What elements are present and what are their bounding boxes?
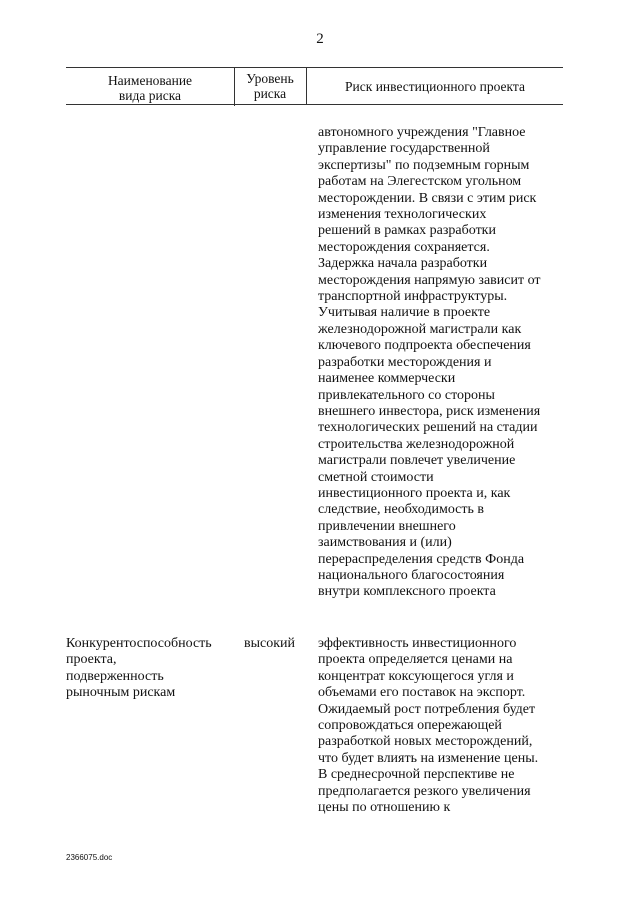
risk-level-value: высокий <box>244 636 296 651</box>
document-filename: 2366075.doc <box>66 853 113 862</box>
table-header <box>66 67 563 105</box>
continued-risk-description: автономного учреждения "Главное управление государственной экспертизы" по подземным горным работам на Элегестском угольном месторождении. В связи с этим риск изменения технологических решений в рамках разработки месторождения сохраняется. Задержка начала разработки месторождения напрямую зависит от транспортной инфраструктуры. Учитывая наличие в проекте железнодорожной магистрали как ключевого подпроекта обеспечения разработки месторождения и наименее коммерчески привлекательного со стороны внешнего инвестора, риск изменения технологических решений на стадии строительства железнодорожной магистрали повлечет увеличение сметной стоимости инвестиционного проекта и, как следствие, необходимость в привлечении внешнего заимствования и (или) перераспределения средств Фонда национального благосостояния внутри комплексного проекта <box>318 125 541 600</box>
header-project-risk <box>307 68 563 104</box>
header-risk-level-line-2: риска <box>253 86 287 101</box>
risk-description: эффективность инвестиционного проекта определяется ценами на концентрат коксующегося угля и объемами его поставок на экспорт. Ожидаемый рост потребления будет сопровождаться опережающей разработкой новых месторождений, что будет влиять на изменение цены. В среднесрочной перспективе не предполагается резкого увеличения цены по отношению к <box>318 636 539 816</box>
header-risk-type <box>66 68 235 106</box>
header-risk-type-line-1: Наименование <box>107 73 193 88</box>
header-risk-type-line-2: вида риска <box>118 88 182 103</box>
header-risk-level <box>234 68 307 104</box>
header-risk-level-line-1: Уровень <box>246 71 294 86</box>
header-project-risk-label: Риск инвестиционного проекта <box>345 78 525 94</box>
page-number: 2 <box>316 31 324 47</box>
risk-type-name: Конкурентоспособность проекта, подверженность рыночным рискам <box>66 636 212 701</box>
